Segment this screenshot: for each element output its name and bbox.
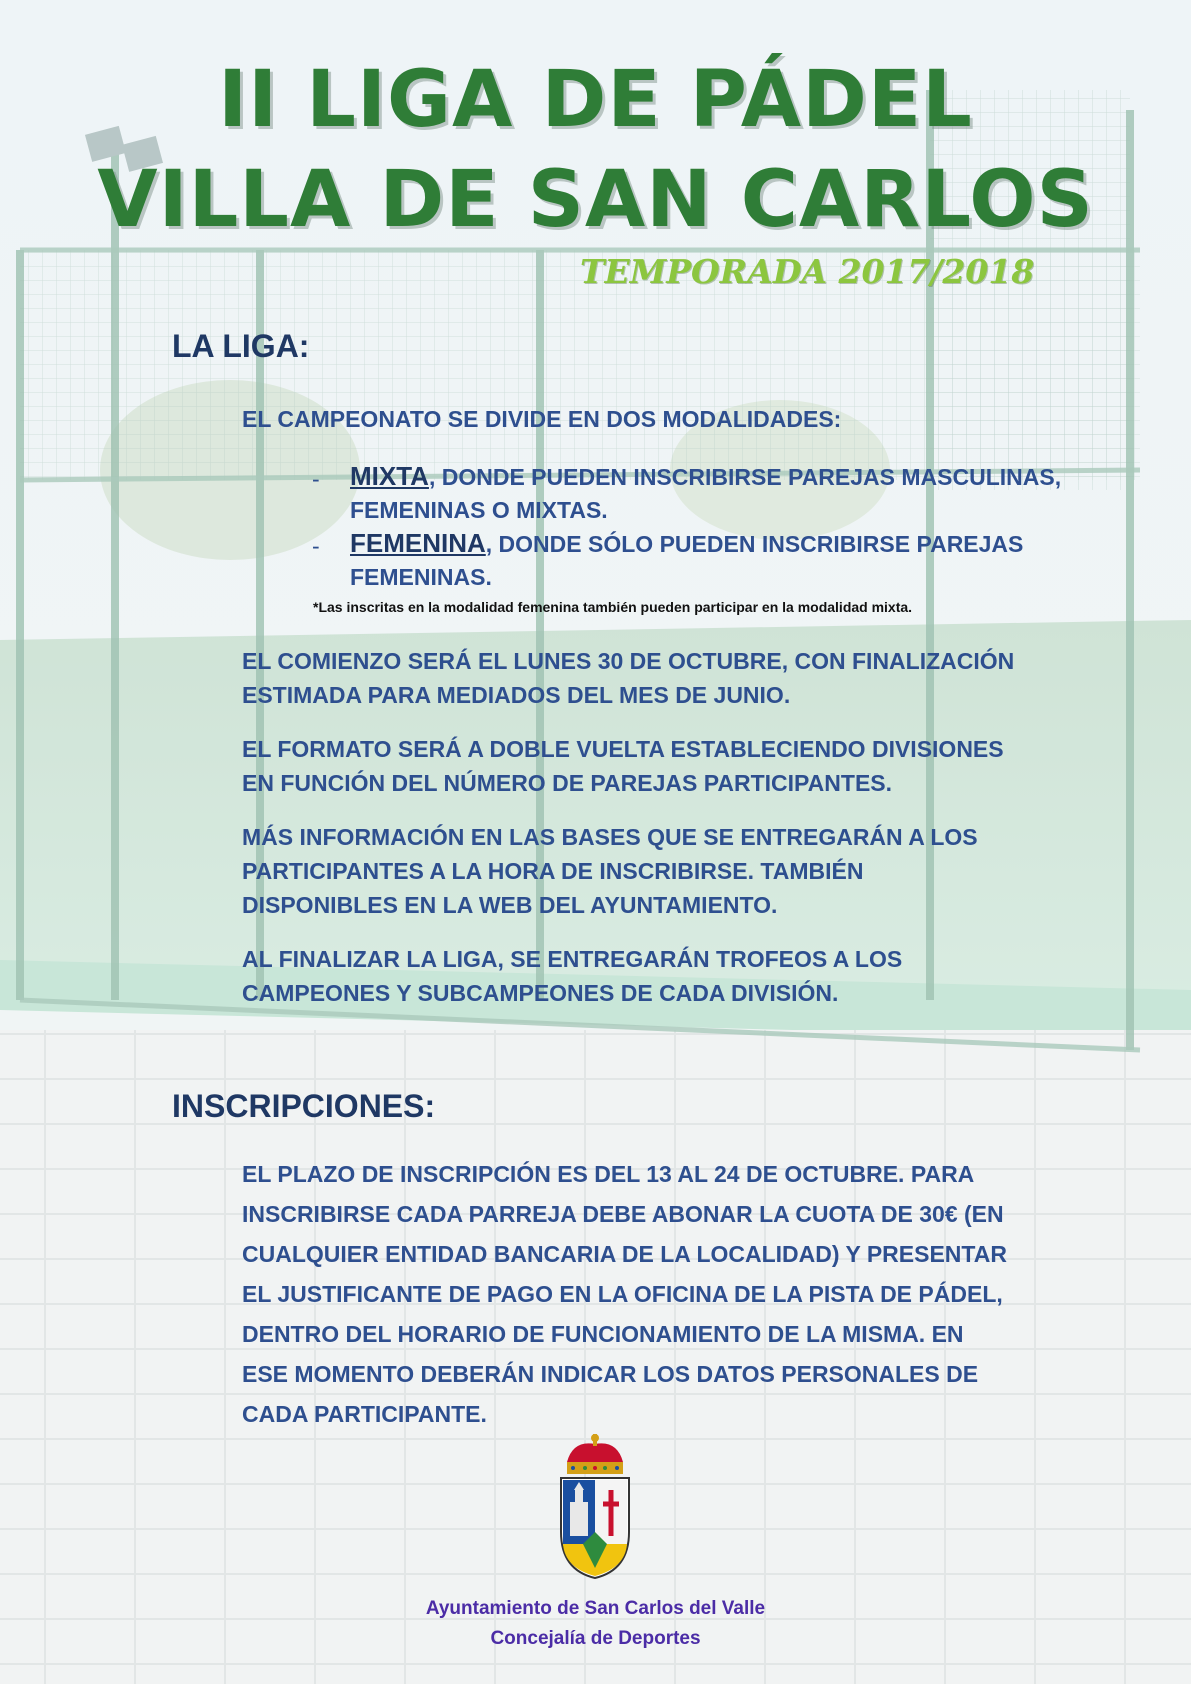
season-label: TEMPORADA 2017/2018 xyxy=(580,252,1035,291)
liga-intro: EL CAMPEONATO SE DIVIDE EN DOS MODALIDADES: xyxy=(242,406,842,432)
modality-name-femenina: FEMENINA xyxy=(350,528,486,558)
coat-of-arms-emblem xyxy=(553,1432,637,1582)
modality-name-mixta: MIXTA xyxy=(350,461,429,491)
bullet-femenina: - xyxy=(312,533,320,559)
liga-paragraph-info: MÁS INFORMACIÓN EN LAS BASES QUE SE ENTREGARÁN A LOS PARTICIPANTES A LA HORA DE INSCRIBIRSE. TAMBIÉN DISPONIBLES EN LA WEB DEL AYUNTAMIENTO. xyxy=(242,824,978,918)
footer-town-hall: Ayuntamiento de San Carlos del Valle xyxy=(425,1598,766,1619)
footer-department: Concejalía de Deportes xyxy=(490,1628,701,1649)
title-line-1: II LIGA DE PÁDEL xyxy=(218,55,973,145)
title-line-2: VILLA DE SAN CARLOS xyxy=(97,155,1094,245)
liga-paragraph-trophies: AL FINALIZAR LA LIGA, SE ENTREGARÁN TROFEOS A LOS CAMPEONES Y SUBCAMPEONES DE CADA DIVISIÓN. xyxy=(242,946,903,1006)
modality-mixta: MIXTA, DONDE PUEDEN INSCRIBIRSE PAREJAS MASCULINAS, FEMENINAS O MIXTAS. xyxy=(350,461,1062,523)
modality-femenina: FEMENINA, DONDE SÓLO PUEDEN INSCRIBIRSE PAREJAS FEMENINAS. xyxy=(350,528,1024,590)
liga-paragraph-start: EL COMIENZO SERÁ EL LUNES 30 DE OCTUBRE, CON FINALIZACIÓN ESTIMADA PARA MEDIADOS DEL MES DE JUNIO. xyxy=(242,648,1015,708)
inscripciones-text: EL PLAZO DE INSCRIPCIÓN ES DEL 13 AL 24 DE OCTUBRE. PARA INSCRIBIRSE CADA PARREJA DEBE ABONAR LA CUOTA DE 30€ (EN CUALQUIER ENTIDAD BANCARIA DE LA LOCALIDAD) Y PRESENTAR EL JUSTIFICANTE DE PAGO EN LA OFICINA DE LA PISTA DE PÁDEL, DENTRO DEL HORARIO DE FUNCIONAMIENTO DE LA MISMA. EN ESE MOMENTO DEBERÁN INDICAR LOS DATOS PERSONALES DE CADA PARTICIPANTE. xyxy=(242,1161,1007,1427)
bullet-mixta: - xyxy=(312,466,320,492)
liga-paragraph-format: EL FORMATO SERÁ A DOBLE VUELTA ESTABLECIENDO DIVISIONES EN FUNCIÓN DEL NÚMERO DE PAREJAS PARTICIPANTES. xyxy=(242,736,1004,796)
modality-note: *Las inscritas en la modalidad femenina también pueden participar en la modalidad mixta. xyxy=(313,599,913,615)
section-heading-liga: LA LIGA: xyxy=(172,328,310,364)
section-heading-inscripciones: INSCRIPCIONES: xyxy=(172,1088,436,1124)
